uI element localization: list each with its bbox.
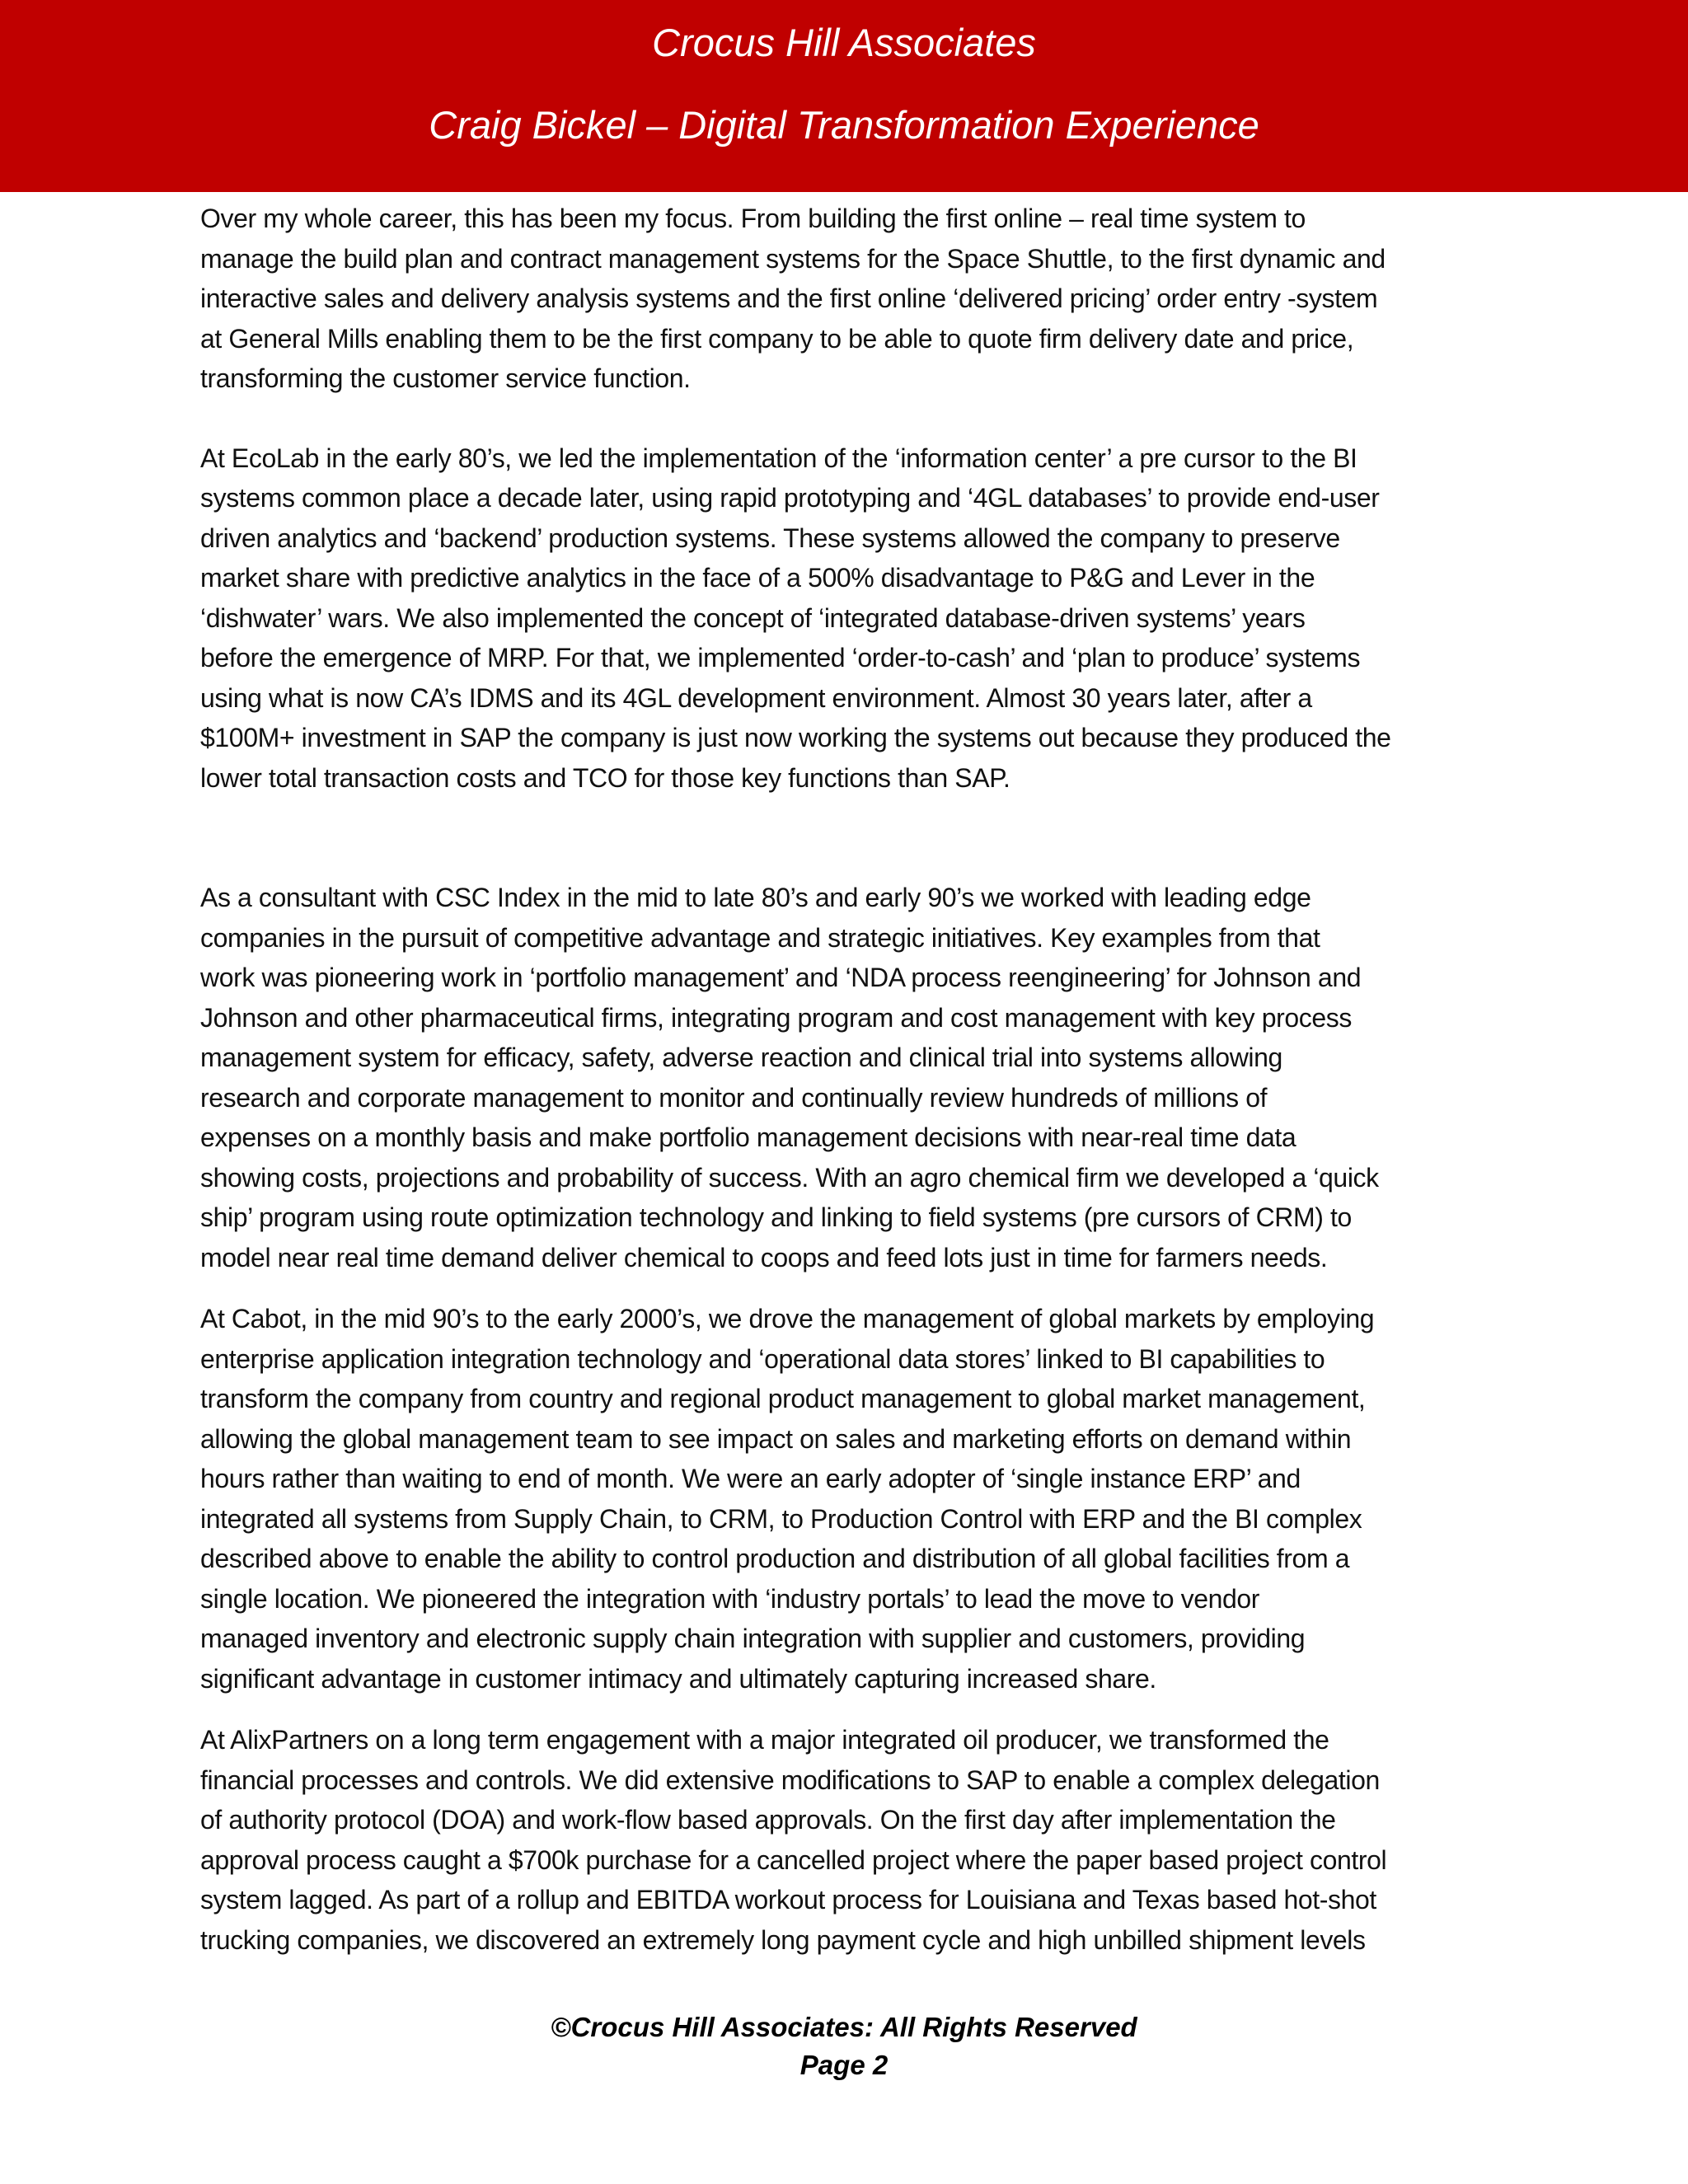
text-line: approval process caught a $700k purchase for a cancelled project where the paper based project control [200,1844,1387,1875]
text-line: companies in the pursuit of competitive advantage and strategic initiatives. Key examples from that [200,922,1320,953]
text-line: management system for efficacy, safety, adverse reaction and clinical trial into systems allowing [200,1043,1282,1072]
header-banner [0,0,1688,192]
text-line: system lagged. As part of a rollup and EBITDA workout process for Louisiana and Texas based hot-shot [200,1885,1376,1915]
text-line: ship’ program using route optimization technology and linking to field systems (pre cursors of CRM) to [200,1202,1352,1232]
document-title: Craig Bickel – Digital Transformation Experience [429,103,1259,147]
text-line: lower total transaction costs and TCO for those key functions than SAP. [200,762,1010,793]
text-line: model near real time demand deliver chemical to coops and feed lots just in time for farmers needs. [200,1242,1328,1272]
text-line: Over my whole career, this has been my focus. From building the first online – real time system to [200,204,1306,233]
text-line: At AlixPartners on a long term engagement with a major integrated oil producer, we transformed the [200,1725,1329,1755]
text-line: interactive sales and delivery analysis systems and the first online ‘delivered pricing’ order entry -system [200,284,1378,313]
text-line: at General Mills enabling them to be the first company to be able to quote firm delivery date and price, [200,323,1354,354]
text-line: showing costs, projections and probability of success. With an agro chemical firm we developed a ‘quick [200,1162,1379,1193]
text-line: Johnson and other pharmaceutical firms, integrating program and cost management with key process [200,1002,1353,1033]
text-line: using what is now CA’s IDMS and its 4GL development environment. Almost 30 years later, after a [200,682,1312,713]
text-line: As a consultant with CSC Index in the mid to late 80’s and early 90’s we worked with leading edge [200,883,1311,912]
text-line: managed inventory and electronic supply chain integration with supplier and customers, providing [200,1624,1306,1653]
text-line: single location. We pioneered the integration with ‘industry portals’ to lead the move to vendor [200,1583,1260,1614]
footer-copyright: ©Crocus Hill Associates: All Rights Reserved [551,2012,1137,2042]
page-number: Page 2 [799,2050,889,2080]
text-line: driven analytics and ‘backend’ production systems. These systems allowed the company to preserve [200,523,1340,553]
text-line: significant advantage in customer intimacy and ultimately capturing increased share. [200,1663,1156,1694]
text-line: work was pioneering work in ‘portfolio management’ and ‘NDA process reengineering’ for Johnson and [200,963,1362,992]
text-line: $100M+ investment in SAP the company is just now working the systems out because they produced the [200,723,1391,752]
text-line: At EcoLab in the early 80’s, we led the implementation of the ‘information center’ a pre cursor to the BI [200,443,1357,473]
text-line: hours rather than waiting to end of month. We were an early adopter of ‘single instance ERP’ and [200,1464,1301,1493]
paragraph-alixpartners [200,1720,1494,1960]
text-line: research and corporate management to monitor and continually review hundreds of millions of [200,1082,1268,1113]
paragraph-ecolab [200,438,1494,799]
text-line: financial processes and controls. We did extensive modifications to SAP to enable a complex delegation [200,1765,1380,1795]
text-line: transform the company from country and regional product management to global market management, [200,1384,1366,1413]
paragraph-csc-index [200,878,1494,1277]
text-line: At Cabot, in the mid 90’s to the early 2000’s, we drove the management of global markets by employing [200,1304,1375,1333]
company-name: Crocus Hill Associates [652,21,1036,64]
paragraph-cabot [200,1299,1494,1699]
document-body [200,199,1494,1960]
text-line: enterprise application integration technology and ‘operational data stores’ linked to BI capabilities to [200,1343,1325,1374]
text-line: of authority protocol (DOA) and work-flow based approvals. On the first day after implementation the [200,1805,1336,1835]
text-line: systems common place a decade later, using rapid prototyping and ‘4GL databases’ to provide end-user [200,483,1380,513]
paragraph-career-focus [200,199,1494,399]
text-line: trucking companies, we discovered an extremely long payment cycle and high unbilled shipment levels [200,1924,1366,1955]
text-line: allowing the global management team to see impact on sales and marketing efforts on demand within [200,1423,1352,1454]
text-line: expenses on a monthly basis and make portfolio management decisions with near-real time data [200,1122,1296,1152]
text-line: transforming the customer service function. [200,363,691,393]
text-line: integrated all systems from Supply Chain, to CRM, to Production Control with ERP and the BI complex [200,1503,1362,1534]
text-line: manage the build plan and contract management systems for the Space Shuttle, to the first dynamic and [200,243,1386,274]
text-line: before the emergence of MRP. For that, we implemented ‘order-to-cash’ and ‘plan to produce’ systems [200,643,1361,673]
text-line: ‘dishwater’ wars. We also implemented the concept of ‘integrated database-driven systems’ years [200,602,1306,633]
text-line: described above to enable the ability to control production and distribution of all global facilities from a [200,1544,1350,1573]
text-line: market share with predictive analytics in the face of a 500% disadvantage to P&G and Lever in the [200,563,1315,593]
